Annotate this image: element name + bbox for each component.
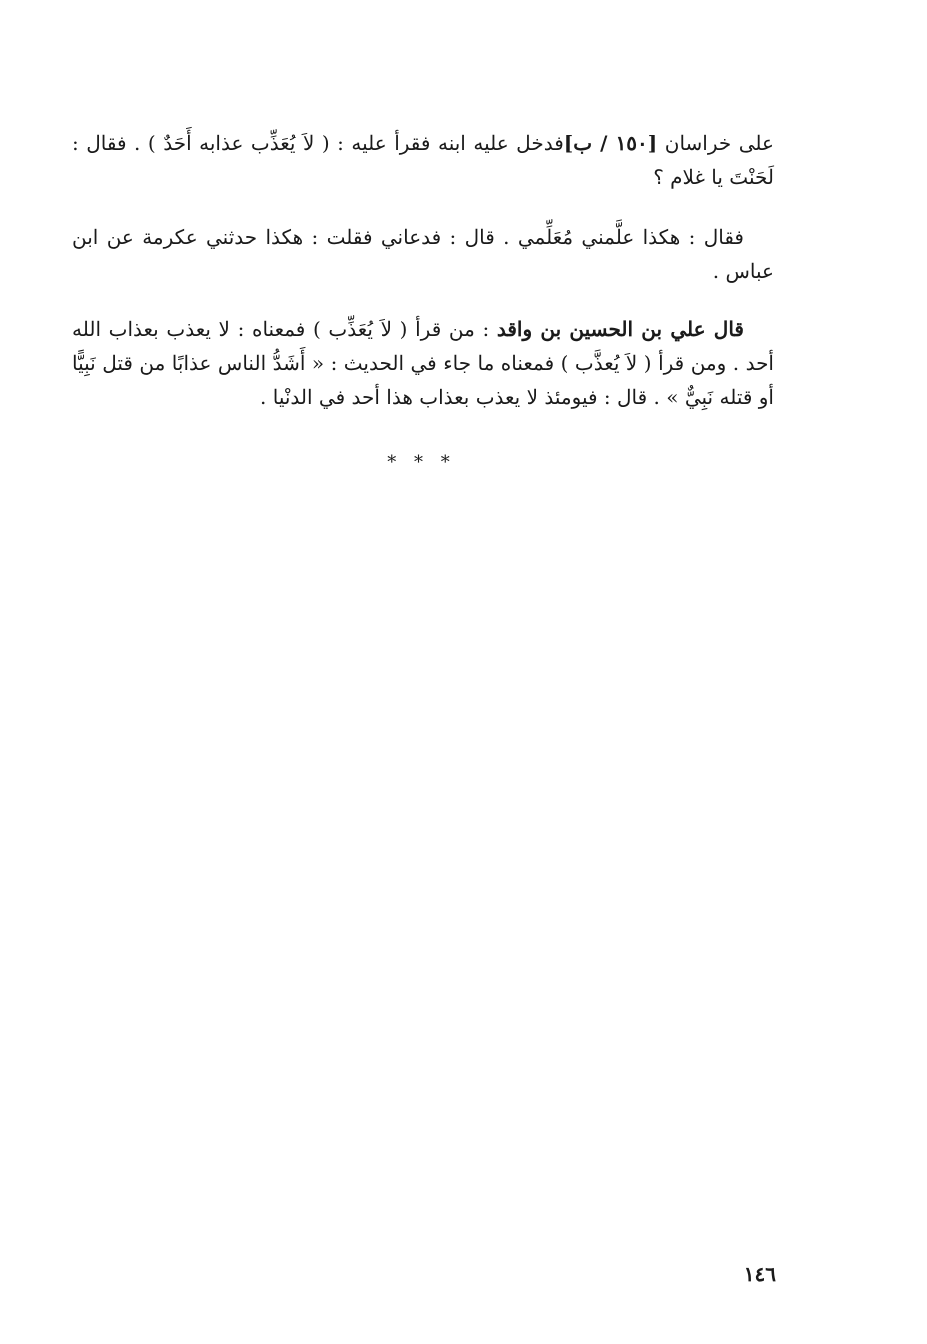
page-number: ١٤٦	[743, 1262, 776, 1286]
paragraph-2-text: فقال : هكذا علَّمني مُعَلِّمي . قال : فدعاني فقلت : هكذا حدثني عكرمة عن ابن عباس .	[72, 225, 774, 283]
paragraph-3	[72, 312, 774, 414]
folio-reference: [١٥٠ / ب]	[563, 131, 658, 155]
narrator-name: قال علي بن الحسين بن واقد	[496, 317, 744, 341]
paragraph-1-text-end: فدخل عليه ابنه فقرأ عليه : ( لاَ يُعَذِّب عذابه أَحَدٌ ) . فقال : لَحَنْتَ يا غلام ؟	[72, 131, 774, 189]
paragraph-1-text-start: على خراسان	[657, 131, 774, 155]
paragraph-1	[72, 126, 774, 194]
section-separator: * * *	[387, 452, 456, 473]
paragraph-3-text: : من قرأ ( لاَ يُعَذِّب ) فمعناه : لا يعذب بعذاب الله أحد . ومن قرأ ( لاَ يُعذَّب ) فمعناه ما جاء في الحديث : « أَشَدُّ الناس عذابًا من قتل نَبِيًّا أو قتله نَبِيٌّ » . قال : فيومئذ لا يعذب بعذاب هذا أحد في الدنْيا .	[72, 317, 774, 409]
paragraph-2	[72, 220, 774, 288]
